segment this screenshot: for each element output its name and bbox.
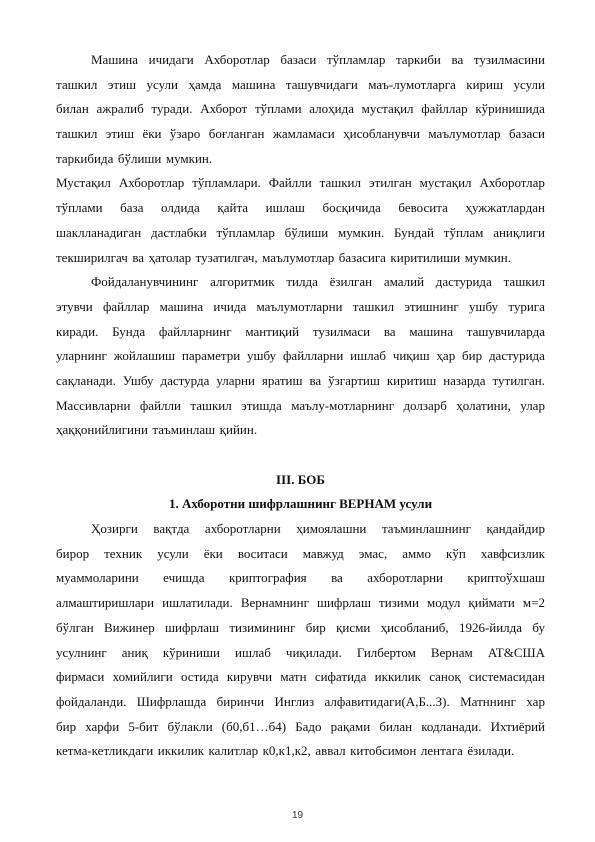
section-title: Ахборотни шифрлашнинг ВЕРНАМ усули [181,496,433,512]
chapter-title: III. БОБ [276,471,325,487]
spacer [56,443,545,468]
text-line: сақланади. Ушбу дастурда уларни яратиш ва ўзгартиш киритиш назарда тутилган. [56,372,545,388]
paragraph-user-algorithm [56,270,545,443]
text-line: муаммоларини ечишда криптография ва ахборотларни криптоўхшаш [56,570,545,586]
text-line: таркибида бўлиши мумкин. [56,150,213,166]
text-line: усулнинг аниқ кўриниши ишлаб чиқилади. Гилбертом Вернам AT&США [56,644,545,660]
text-line: фойдаланди. Шифрлашда биринчи Инглиз алфавитидаги(А,Б...З). Матннинг хар [56,693,545,709]
text-line: фирмаси хомийлиги остида кирувчи матн сифатида иккилик саноқ системасидан [56,669,545,685]
text-line: Массивларни файлли ташкил этишда маълу-мотларнинг долзарб ҳолатини, улар [56,397,545,413]
page-number: 19 [291,810,304,821]
text-line: тўплами база олдида қайта ишлаш босқичида бевосита ҳужжатлардан [56,200,545,216]
document-page [56,48,545,764]
paragraph-independent-sets [56,171,545,270]
text-line: текширилгач ва ҳатолар тузатилгач, маълумотлар базасига киритилиши мумкин. [56,249,511,265]
text-line: уларнинг жойлашиш параметри ушбу файлларни ишлаб чиқиш ҳар бир дастурида [56,348,545,364]
text-line: бирор техник усули ёки воситаси мавжуд эмас, аммо кўп хавфсизлик [56,545,545,561]
text-line: Фойдаланувчининг алгоритмик тилда ёзилган амалий дастурида ташкил [91,274,545,290]
text-line: Ҳозирги вақтда ахборотларни ҳимоялашни таъминлашнинг қандайдир [91,521,545,537]
text-line: ҳаққонийлигини таъминлаш қийин. [56,422,258,438]
text-line: ташкил этиш усули ҳамда машина ташувчидаги маъ-лумотларга кириш усули [56,76,545,92]
paragraph-intro [56,48,545,171]
text-line: билан ажралиб туради. Ахборот тўплами алоҳида мустақил файллар кўринишида [56,101,545,117]
section-number: 1. [168,496,179,512]
text-line: бўлган Вижинер шифрлаш тизимининг бир қисми ҳисобланиб, 1926-йилда бу [56,619,545,635]
text-line: бир харфи 5-бит бўлакли (б0,б1…б4) Бадо рақами билан кодланади. Ихтиёрий [56,718,545,734]
text-line: шаклланадиган дастлабки тўпламлар бўлиши мумкин. Бундай тўплам аниқлиги [56,224,545,240]
section-heading [56,492,545,517]
text-line: Машина ичидаги Ахборотлар базаси тўпламлар таркиби ва тузилмасини [91,52,545,67]
text-line: алмаштиришлари ишлатилади. Вернамнинг шифрлаш тизими модул қиймати м=2 [56,595,545,611]
text-line: ташкил этиш ёки ўзаро боғланган жамламаси ҳисобланувчи маълумотлар базаси [56,126,545,142]
text-line: киради. Бунда файлларнинг мантиқий тузилмаси ва машина ташувчиларда [56,323,545,339]
text-line: кетма-кетликдаги иккилик калитлар к0,к1,к2, аввал китобсимон лентага ёзилади. [56,743,515,759]
paragraph-vernam [56,517,545,764]
text-line: Мустақил Ахборотлар тўпламлари. Файлли ташкил этилган мустақил Ахборотлар [56,175,545,191]
text-line: этувчи файллар машина ичида маълумотларни ташкил этишнинг ушбу турига [56,298,545,314]
